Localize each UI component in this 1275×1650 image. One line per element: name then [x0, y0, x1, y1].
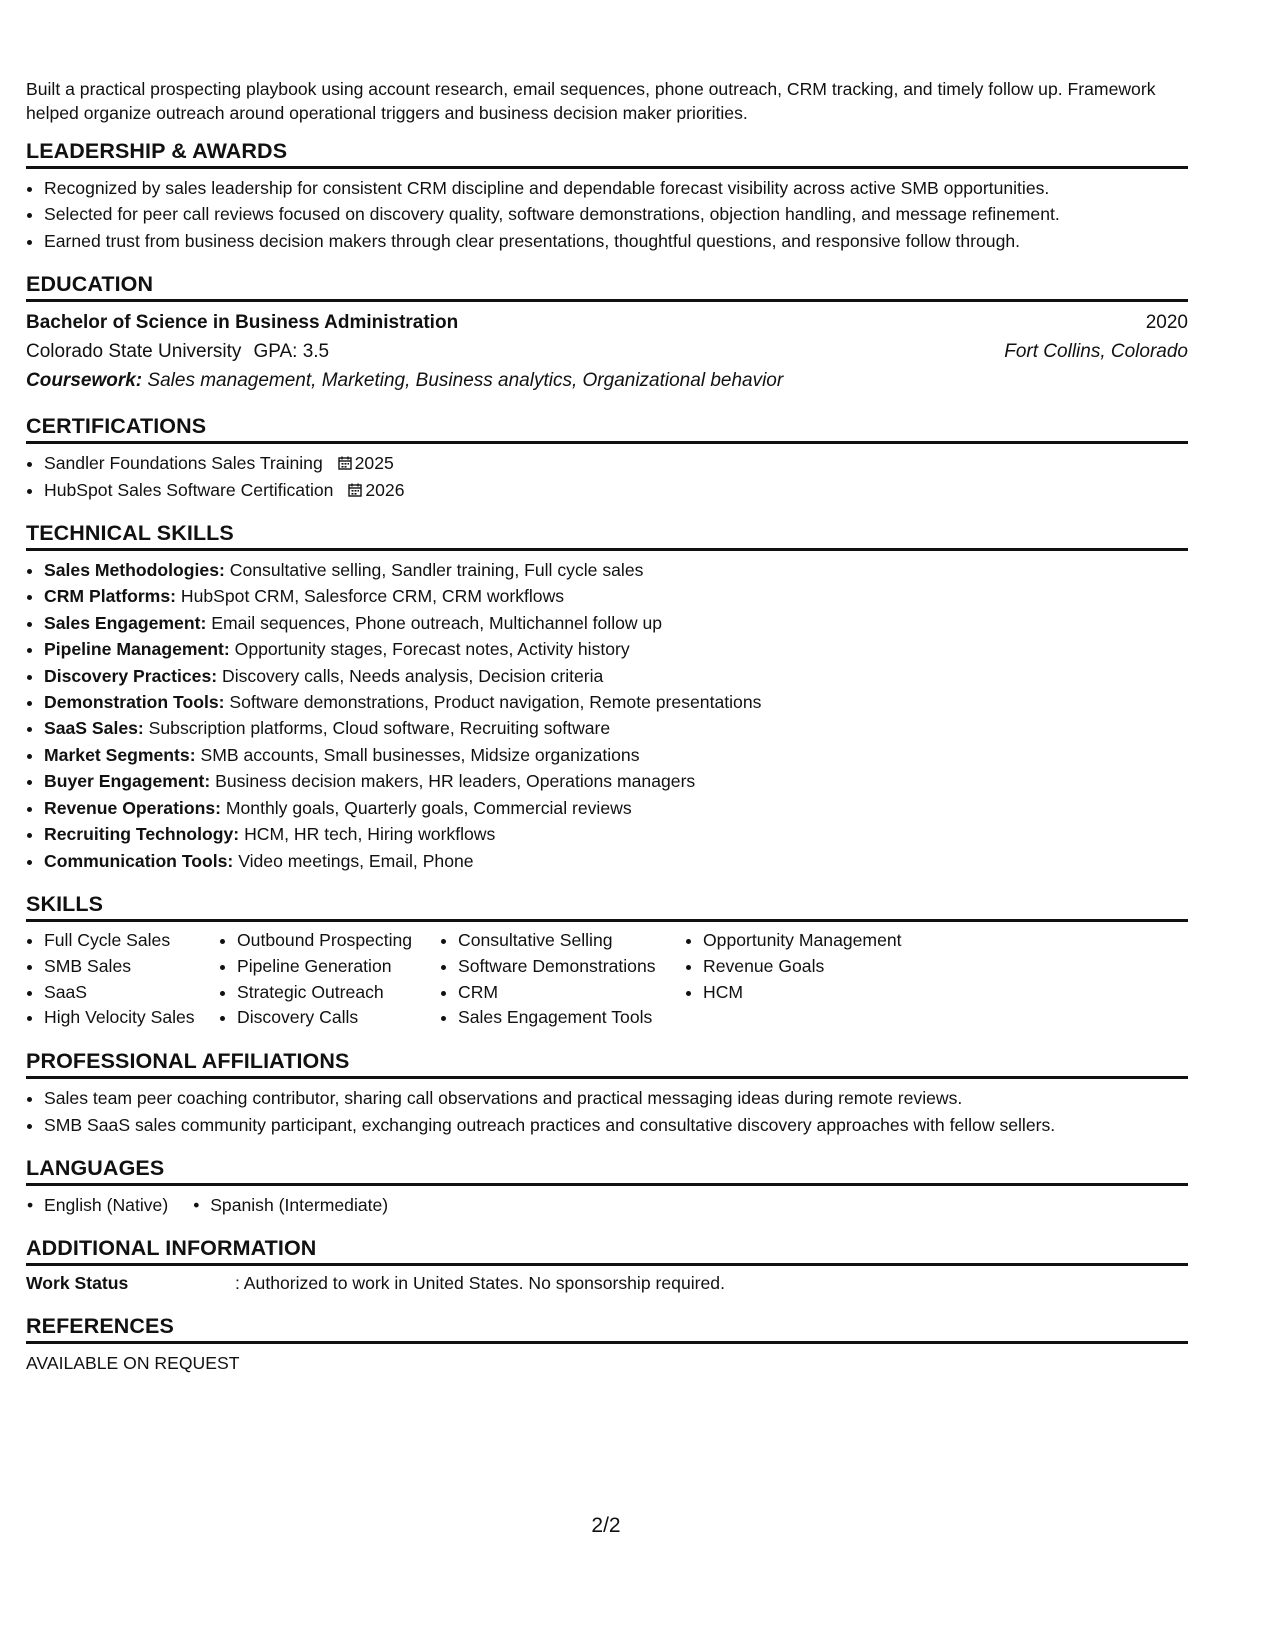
skill-values: Monthly goals, Quarterly goals, Commercial reviews — [225, 797, 632, 818]
work-status-value: : Authorized to work in United States. No sponsorship required. — [235, 1272, 725, 1293]
languages-title: LANGUAGES — [26, 1155, 1188, 1186]
list-item — [44, 795, 1188, 821]
skill-category: Demonstration Tools: — [44, 692, 225, 713]
intro-paragraph: Built a practical prospecting playbook using account research, email sequences, phone outreach, CRM tracking, and timely follow up. Framework helped organize outreach around operational triggers and business decision maker priorities. — [26, 79, 1156, 123]
list-item — [44, 636, 1188, 662]
list-item: • SMB Sales — [44, 954, 219, 980]
skills-column — [219, 928, 440, 1031]
skill-category: Revenue Operations: — [44, 797, 221, 818]
education-school-row — [26, 338, 1188, 366]
list-item: • Consultative Selling — [458, 928, 685, 954]
skill-values: Software demonstrations, Product navigation, Remote presentations — [229, 692, 762, 713]
technical-skills-title: TECHNICAL SKILLS — [26, 520, 1188, 551]
education-section — [26, 271, 1188, 396]
certification-name: HubSpot Sales Software Certification — [44, 479, 334, 500]
skill-category: Pipeline Management: — [44, 639, 230, 660]
languages-section — [26, 1155, 1188, 1218]
affiliations-section — [26, 1048, 1188, 1138]
list-item: • Sales Engagement Tools — [458, 1005, 685, 1031]
list-item: • Software Demonstrations — [458, 954, 685, 980]
list-item: • Full Cycle Sales — [44, 928, 219, 954]
skills-column — [440, 928, 685, 1031]
list-item: • Spanish (Intermediate) — [210, 1192, 388, 1218]
list-item — [44, 557, 1188, 583]
list-item — [44, 689, 1188, 715]
list-item: • SaaS — [44, 980, 219, 1006]
skill-values: HCM, HR tech, Hiring workflows — [244, 824, 496, 845]
references-text: AVAILABLE ON REQUEST — [26, 1352, 240, 1373]
list-item: • Revenue Goals — [703, 954, 943, 980]
work-status-row — [26, 1270, 1188, 1296]
leadership-section — [26, 138, 1188, 254]
list-item — [44, 610, 1188, 636]
list-item: • English (Native) — [44, 1192, 168, 1218]
list-item — [44, 715, 1188, 741]
skill-values: Video meetings, Email, Phone — [238, 850, 474, 871]
list-item: • Earned trust from business decision makers through clear presentations, thoughtful questions, and responsive follow through. — [44, 228, 1188, 254]
skill-category: Market Segments: — [44, 744, 196, 765]
skill-category: SaaS Sales: — [44, 718, 144, 739]
leadership-list — [26, 175, 1188, 254]
list-item: • HCM — [703, 980, 943, 1006]
skills-title: SKILLS — [26, 891, 1188, 922]
skill-category: Communication Tools: — [44, 850, 234, 871]
resume-content — [26, 138, 1188, 1393]
skill-values: Consultative selling, Sandler training, Full cycle sales — [229, 560, 644, 581]
list-item: • Recognized by sales leadership for consistent CRM discipline and dependable forecast visibility across active SMB opportunities. — [44, 175, 1188, 201]
list-item — [44, 768, 1188, 794]
references-title: REFERENCES — [26, 1313, 1188, 1344]
languages-list — [26, 1192, 1188, 1218]
graduation-year: 2020 — [1145, 312, 1188, 334]
technical-skills-section — [26, 520, 1188, 874]
skill-category: Discovery Practices: — [44, 665, 218, 686]
coursework-value: Sales management, Marketing, Business analytics, Organizational behavior — [147, 370, 784, 392]
skill-values: SMB accounts, Small businesses, Midsize organizations — [200, 744, 640, 765]
certifications-section — [26, 413, 1188, 503]
certification-year: 2025 — [354, 453, 394, 474]
skill-category: CRM Platforms: — [44, 586, 176, 607]
list-item — [44, 583, 1188, 609]
affiliations-title: PROFESSIONAL AFFILIATIONS — [26, 1048, 1188, 1079]
technical-skills-list — [26, 557, 1188, 874]
list-item: • High Velocity Sales — [44, 1005, 219, 1031]
list-item: • SMB SaaS sales community participant, exchanging outreach practices and consultative discovery approaches with fellow sellers. — [44, 1112, 1188, 1138]
list-item: • Opportunity Management — [703, 928, 943, 954]
references-section — [26, 1313, 1188, 1376]
certification-name: Sandler Foundations Sales Training — [44, 453, 323, 474]
list-item — [44, 821, 1188, 847]
skills-column — [26, 928, 219, 1031]
education-degree-row — [26, 302, 1188, 338]
list-item: • CRM — [458, 980, 685, 1006]
list-item: • Strategic Outreach — [237, 980, 440, 1006]
certification-year: 2026 — [365, 479, 405, 500]
certifications-list — [26, 450, 1188, 503]
coursework-label: Coursework: — [26, 370, 143, 392]
list-item: • Sales team peer coaching contributor, sharing call observations and practical messaging ideas during remote reviews. — [44, 1085, 1188, 1111]
skill-values: Subscription platforms, Cloud software, Recruiting software — [148, 718, 611, 739]
skill-category: Sales Methodologies: — [44, 560, 225, 581]
list-item: • Selected for peer call reviews focused on discovery quality, software demonstrations, objection handling, and message refinement. — [44, 201, 1188, 227]
skill-category: Buyer Engagement: — [44, 771, 211, 792]
additional-info-title: ADDITIONAL INFORMATION — [26, 1235, 1188, 1266]
list-item — [44, 742, 1188, 768]
education-title: EDUCATION — [26, 271, 1188, 302]
school-location: Fort Collins, Colorado — [1004, 341, 1188, 363]
affiliations-list — [26, 1085, 1188, 1138]
list-item: • Discovery Calls — [237, 1005, 440, 1031]
certifications-title: CERTIFICATIONS — [26, 413, 1188, 444]
skill-category: Sales Engagement: — [44, 612, 207, 633]
additional-info-section — [26, 1235, 1188, 1296]
page-number: 2/2 — [591, 1514, 621, 1537]
list-item — [44, 848, 1188, 874]
list-item: • Outbound Prospecting — [237, 928, 440, 954]
skills-column — [685, 928, 943, 1031]
skills-grid — [26, 928, 1188, 1031]
list-item — [44, 663, 1188, 689]
school-name: Colorado State University — [26, 341, 242, 363]
calendar-icon — [338, 456, 352, 470]
skill-values: Opportunity stages, Forecast notes, Activity history — [234, 639, 630, 660]
calendar-icon — [348, 483, 362, 497]
list-item: • Pipeline Generation — [237, 954, 440, 980]
coursework — [26, 366, 1188, 396]
leadership-title: LEADERSHIP & AWARDS — [26, 138, 1188, 169]
work-status-label: Work Status — [26, 1272, 129, 1293]
skill-values: Email sequences, Phone outreach, Multichannel follow up — [211, 612, 663, 633]
degree-name: Bachelor of Science in Business Administration — [26, 312, 459, 334]
skill-values: Discovery calls, Needs analysis, Decision criteria — [222, 665, 604, 686]
skills-section — [26, 891, 1188, 1031]
school-info — [26, 338, 329, 366]
skill-values: HubSpot CRM, Salesforce CRM, CRM workflows — [180, 586, 565, 607]
skill-values: Business decision makers, HR leaders, Operations managers — [215, 771, 696, 792]
list-item — [44, 450, 1188, 476]
list-item — [44, 477, 1188, 503]
gpa: GPA: 3.5 — [253, 341, 330, 363]
skill-category: Recruiting Technology: — [44, 824, 240, 845]
